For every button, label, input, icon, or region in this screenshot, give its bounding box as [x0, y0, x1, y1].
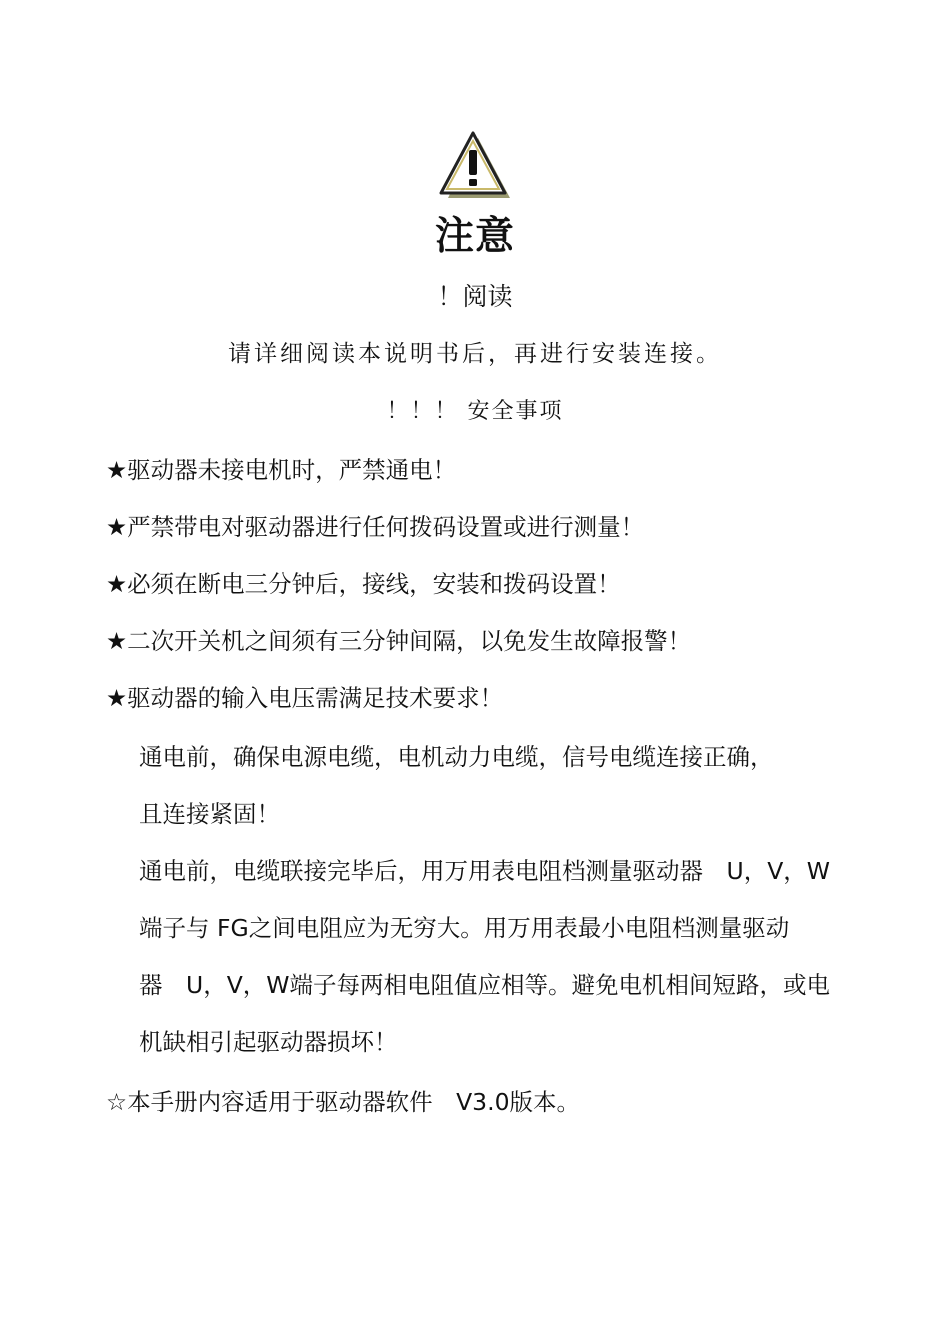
safety-item: ★驱动器未接电机时，严禁通电！: [106, 456, 457, 484]
safety-heading: ！！！ 安全事项: [386, 399, 564, 424]
note-line: 通电前，确保电源电缆，电机动力电缆，信号电缆连接正确，: [139, 743, 774, 771]
safety-item: ★严禁带电对驱动器进行任何拨码设置或进行测量！: [106, 513, 645, 541]
safety-item: ★二次开关机之间须有三分钟间隔，以免发生故障报警！: [106, 627, 692, 655]
note-line: 机缺相引起驱动器损坏！: [139, 1028, 398, 1056]
note-line: 且连接紧固！: [139, 800, 280, 828]
footer-note: ☆本手册内容适用于驱动器软件 V3.0版本。: [106, 1088, 581, 1116]
safety-item: ★驱动器的输入电压需满足技术要求！: [106, 684, 504, 712]
page-title: 注意: [434, 214, 515, 259]
warning-triangle-icon: [438, 130, 512, 202]
safety-item: ★必须在断电三分钟后，接线，安装和拨码设置！: [106, 570, 621, 598]
note-line: 端子与 FG之间电阻应为无穷大。用万用表最小电阻档测量驱动: [139, 914, 790, 942]
note-line: 器 U，V，W端子每两相电阻值应相等。避免电机相间短路，或电: [139, 971, 831, 999]
note-line: 通电前，电缆联接完毕后，用万用表电阻档测量驱动器 U，V，W: [139, 857, 831, 885]
intro-text: 请详细阅读本说明书后，再进行安装连接。: [228, 341, 722, 367]
read-notice: ！阅读: [437, 282, 513, 311]
